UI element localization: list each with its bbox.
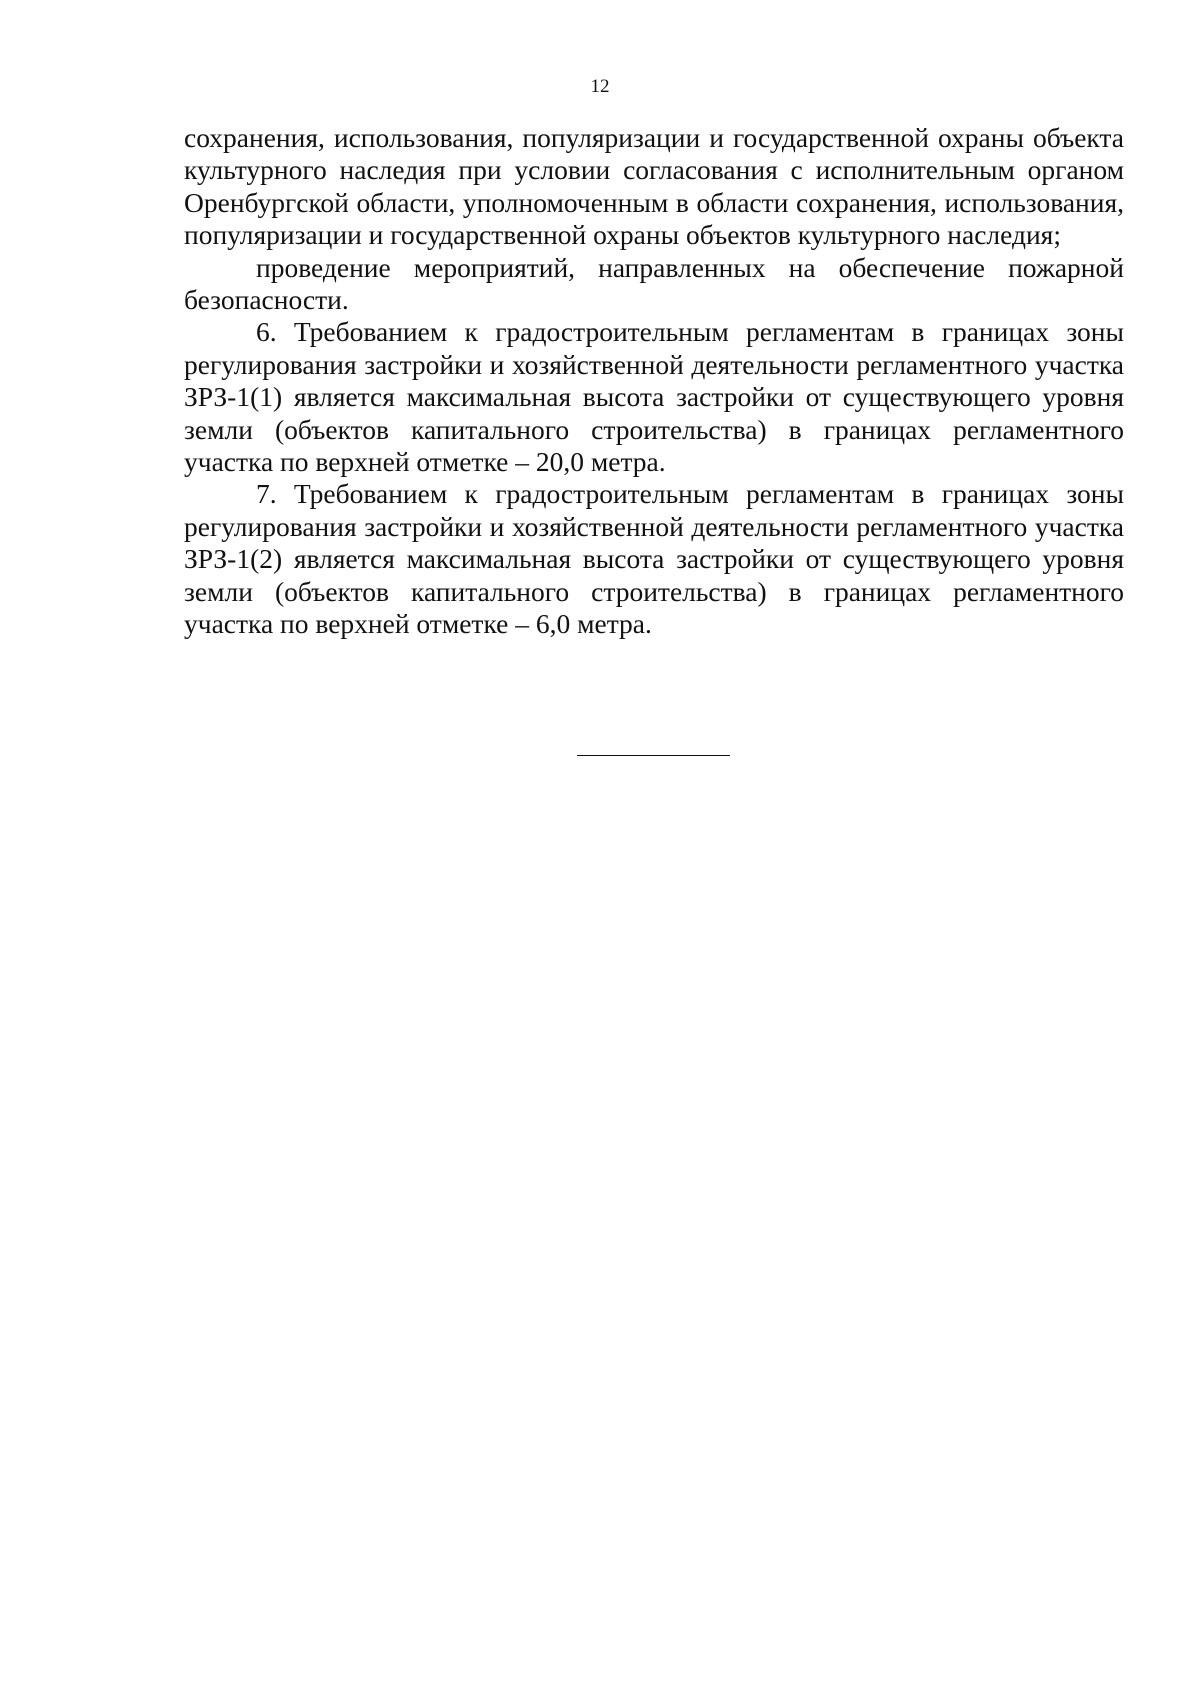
page-number: 12 (590, 76, 610, 97)
paragraph-item-6: 6. Требованием к градостроительным регламентам в границах зоны регулирования застройки и хозяйственной деятельности регламентного участка ЗРЗ-1(1) является максимальная высота застройки от существующего уровня земли (объектов капитального строительства) в границах регламентного участка по верхней отметке – 20,0 метра. (184, 316, 1124, 478)
paragraph-continuation: сохранения, использования, популяризации и государственной охраны объекта культурного наследия при условии согласования с исполнительным органом Оренбургской области, уполномоченным в области сохранения, использования, популяризации и государственной охраны объектов культурного наследия; (184, 122, 1124, 251)
document-body (184, 122, 1124, 641)
paragraph-fire-safety: проведение мероприятий, направленных на обеспечение пожарной безопасности. (184, 251, 1124, 316)
end-of-document-rule (577, 755, 730, 756)
paragraph-item-7: 7. Требованием к градостроительным регламентам в границах зоны регулирования застройки и хозяйственной деятельности регламентного участка ЗРЗ-1(2) является максимальная высота застройки от существующего уровня земли (объектов капитального строительства) в границах регламентного участка по верхней отметке – 6,0 метра. (184, 478, 1124, 640)
